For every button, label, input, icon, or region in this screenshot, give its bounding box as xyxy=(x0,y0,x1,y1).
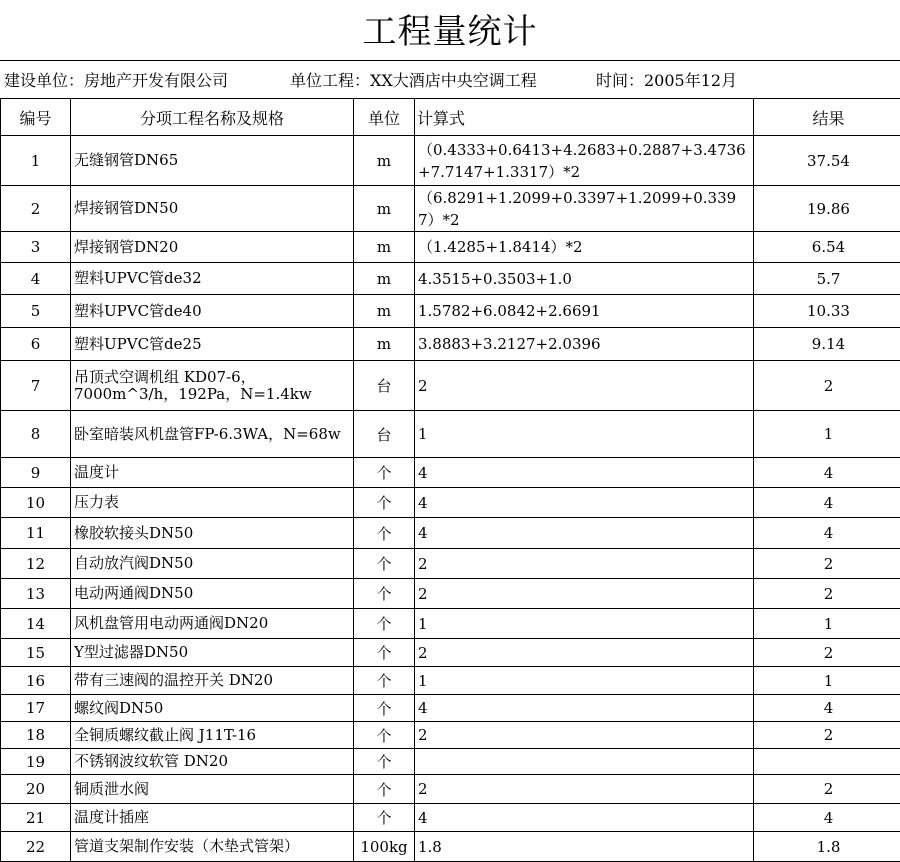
row-formula xyxy=(415,488,754,518)
row-no xyxy=(1,518,71,549)
row-no-text: 7 xyxy=(1,377,70,395)
row-unit-text: 个 xyxy=(354,725,414,746)
row-unit xyxy=(354,549,415,579)
row-unit xyxy=(354,775,415,804)
row-unit xyxy=(354,186,415,232)
row-result-text: 2 xyxy=(754,644,900,662)
table-row xyxy=(1,667,900,695)
row-name-text: 管道支架制作安装（木垫式管架） xyxy=(74,838,353,855)
row-unit-text: 个 xyxy=(354,492,414,513)
row-result-text: 2 xyxy=(754,780,900,798)
row-result xyxy=(754,518,900,549)
row-formula xyxy=(415,832,754,862)
row-result-text: 1 xyxy=(754,615,900,633)
row-result xyxy=(754,488,900,518)
row-formula-text: 2 xyxy=(418,583,753,605)
row-formula-text: 2 xyxy=(418,778,753,800)
row-unit-text: 个 xyxy=(354,670,414,691)
table-row xyxy=(1,136,900,186)
row-unit xyxy=(354,609,415,639)
row-unit xyxy=(354,295,415,328)
row-formula xyxy=(415,361,754,411)
row-result-text: 2 xyxy=(754,555,900,573)
table-row xyxy=(1,232,900,263)
row-name-text: 焊接钢管DN20 xyxy=(74,239,353,256)
row-no xyxy=(1,775,71,804)
row-formula-text: 2 xyxy=(418,553,753,575)
row-unit xyxy=(354,136,415,186)
row-unit-text: m xyxy=(354,152,414,170)
row-unit-text: 个 xyxy=(354,807,414,828)
row-unit xyxy=(354,722,415,749)
table-row xyxy=(1,609,900,639)
row-no-text: 4 xyxy=(1,270,70,288)
row-no xyxy=(1,695,71,722)
table-row xyxy=(1,361,900,411)
row-no-text: 1 xyxy=(1,152,70,170)
row-no xyxy=(1,832,71,862)
table-row xyxy=(1,186,900,232)
table-row xyxy=(1,832,900,862)
row-result xyxy=(754,695,900,722)
row-name xyxy=(71,361,354,411)
row-no-text: 10 xyxy=(1,494,70,512)
table-header-row xyxy=(1,99,900,136)
row-no xyxy=(1,328,71,361)
row-name-text: 铜质泄水阀 xyxy=(74,781,353,798)
row-name-text: Y型过滤器DN50 xyxy=(74,644,353,661)
row-no xyxy=(1,295,71,328)
row-name-text: 不锈钢波纹软管 DN20 xyxy=(74,753,353,770)
row-formula-text: 4 xyxy=(418,492,753,514)
row-unit-text: m xyxy=(354,270,414,288)
row-unit-text: m xyxy=(354,238,414,256)
table-row xyxy=(1,579,900,609)
row-formula-text: 4.3515+0.3503+1.0 xyxy=(418,268,753,290)
table-row xyxy=(1,411,900,458)
row-result xyxy=(754,136,900,186)
row-result xyxy=(754,458,900,488)
row-formula xyxy=(415,518,754,549)
row-result xyxy=(754,775,900,804)
header-result: 结果 xyxy=(754,99,900,136)
row-name xyxy=(71,411,354,458)
row-unit-text: 个 xyxy=(354,751,414,772)
row-result-text: 5.7 xyxy=(754,270,900,288)
row-no-text: 2 xyxy=(1,200,70,218)
row-unit xyxy=(354,411,415,458)
row-result-text: 1 xyxy=(754,425,900,443)
row-formula-text: 4 xyxy=(418,697,753,719)
row-unit xyxy=(354,804,415,832)
row-unit-text: m xyxy=(354,200,414,218)
row-formula xyxy=(415,186,754,232)
row-no-text: 3 xyxy=(1,238,70,256)
row-name xyxy=(71,263,354,295)
row-no-text: 14 xyxy=(1,615,70,633)
row-formula-text: 2 xyxy=(418,375,753,397)
row-unit-text: 100kg xyxy=(354,838,414,856)
header-formula: 计算式 xyxy=(415,99,754,136)
row-name xyxy=(71,518,354,549)
row-result xyxy=(754,579,900,609)
row-unit-text: 个 xyxy=(354,642,414,663)
row-name-text: 塑料UPVC管de40 xyxy=(74,303,353,320)
row-name-text: 温度计 xyxy=(74,464,353,481)
builder-label: 建设单位：房地产开发有限公司 xyxy=(4,61,228,101)
row-name-text: 焊接钢管DN50 xyxy=(74,200,353,217)
row-no xyxy=(1,639,71,667)
row-unit xyxy=(354,832,415,862)
row-unit-text: 台 xyxy=(354,375,414,396)
row-unit xyxy=(354,263,415,295)
table-row xyxy=(1,488,900,518)
row-result-text: 1 xyxy=(754,672,900,690)
row-name-text: 自动放汽阀DN50 xyxy=(74,555,353,572)
row-formula xyxy=(415,232,754,263)
row-unit xyxy=(354,518,415,549)
row-formula-text: 4 xyxy=(418,522,753,544)
row-name xyxy=(71,136,354,186)
row-result-text: 1.8 xyxy=(754,838,900,856)
row-unit-text: 个 xyxy=(354,613,414,634)
row-formula-text: 3.8883+3.2127+2.0396 xyxy=(418,333,753,355)
row-formula-text: 4 xyxy=(418,807,753,829)
row-no xyxy=(1,232,71,263)
row-name-text: 螺纹阀DN50 xyxy=(74,700,353,717)
row-unit xyxy=(354,458,415,488)
row-formula xyxy=(415,295,754,328)
row-result-text: 2 xyxy=(754,726,900,744)
row-formula xyxy=(415,667,754,695)
table-row xyxy=(1,295,900,328)
row-name-text: 塑料UPVC管de25 xyxy=(74,336,353,353)
row-result xyxy=(754,749,900,775)
row-name-text: 橡胶软接头DN50 xyxy=(74,525,353,542)
row-result-text: 4 xyxy=(754,524,900,542)
row-no xyxy=(1,411,71,458)
row-formula-text: 1 xyxy=(418,423,753,445)
row-formula xyxy=(415,775,754,804)
row-formula xyxy=(415,458,754,488)
document-meta xyxy=(0,60,900,98)
row-name xyxy=(71,232,354,263)
row-formula xyxy=(415,609,754,639)
row-result xyxy=(754,609,900,639)
table-row xyxy=(1,458,900,488)
row-no-text: 8 xyxy=(1,425,70,443)
row-name xyxy=(71,328,354,361)
row-result xyxy=(754,411,900,458)
row-result xyxy=(754,295,900,328)
row-unit xyxy=(354,749,415,775)
row-formula xyxy=(415,804,754,832)
row-name xyxy=(71,549,354,579)
row-unit-text: 个 xyxy=(354,462,414,483)
row-formula xyxy=(415,263,754,295)
row-formula xyxy=(415,722,754,749)
row-name-text: 卧室暗装风机盘管FP-6.3WA，N=68w xyxy=(74,426,353,443)
row-unit-text: 个 xyxy=(354,523,414,544)
row-unit xyxy=(354,639,415,667)
row-no xyxy=(1,804,71,832)
row-result-text: 2 xyxy=(754,585,900,603)
project-label: 单位工程：XX大酒店中央空调工程 xyxy=(290,61,537,101)
row-no xyxy=(1,361,71,411)
row-formula-text: （0.4333+0.6413+4.2683+0.2887+3.4736+7.7147+1.3317）*2 xyxy=(418,139,753,183)
row-no-text: 22 xyxy=(1,838,70,856)
row-result xyxy=(754,549,900,579)
table-row xyxy=(1,518,900,549)
row-result xyxy=(754,186,900,232)
row-name xyxy=(71,458,354,488)
row-result-text: 4 xyxy=(754,809,900,827)
row-result xyxy=(754,832,900,862)
table-row xyxy=(1,328,900,361)
row-name xyxy=(71,804,354,832)
row-result xyxy=(754,263,900,295)
row-name-text: 全铜质螺纹截止阀 J11T-16 xyxy=(74,727,353,744)
row-result xyxy=(754,232,900,263)
row-unit xyxy=(354,488,415,518)
row-no-text: 21 xyxy=(1,809,70,827)
row-formula-text: （1.4285+1.8414）*2 xyxy=(418,236,753,258)
page-title: 工程量统计 xyxy=(0,0,900,60)
row-no-text: 13 xyxy=(1,585,70,603)
row-unit-text: 个 xyxy=(354,779,414,800)
row-formula xyxy=(415,328,754,361)
row-no xyxy=(1,609,71,639)
row-no-text: 16 xyxy=(1,672,70,690)
row-formula xyxy=(415,549,754,579)
row-name xyxy=(71,722,354,749)
row-unit-text: 台 xyxy=(354,424,414,445)
row-formula xyxy=(415,639,754,667)
row-no-text: 11 xyxy=(1,524,70,542)
row-unit xyxy=(354,361,415,411)
row-result-text: 2 xyxy=(754,377,900,395)
row-name-text: 电动两通阀DN50 xyxy=(74,585,353,602)
table-row xyxy=(1,722,900,749)
row-name xyxy=(71,749,354,775)
table-row xyxy=(1,775,900,804)
row-name xyxy=(71,488,354,518)
row-result-text: 6.54 xyxy=(754,238,900,256)
row-no-text: 12 xyxy=(1,555,70,573)
row-name-text: 塑料UPVC管de32 xyxy=(74,270,353,287)
row-no-text: 5 xyxy=(1,302,70,320)
row-name xyxy=(71,579,354,609)
row-name xyxy=(71,609,354,639)
row-result xyxy=(754,328,900,361)
table-row xyxy=(1,695,900,722)
table-row xyxy=(1,263,900,295)
row-name-text: 吊顶式空调机组 KD07-6，7000m^3/h，192Pa，N=1.4kw xyxy=(74,369,353,403)
header-no: 编号 xyxy=(1,99,71,136)
row-result-text: 37.54 xyxy=(754,152,900,170)
row-formula-text: 1 xyxy=(418,670,753,692)
row-no xyxy=(1,667,71,695)
row-unit xyxy=(354,667,415,695)
row-no xyxy=(1,549,71,579)
row-result xyxy=(754,667,900,695)
row-unit-text: m xyxy=(354,302,414,320)
row-no-text: 6 xyxy=(1,335,70,353)
row-formula-text: 1.5782+6.0842+2.6691 xyxy=(418,300,753,322)
row-no xyxy=(1,186,71,232)
row-result xyxy=(754,722,900,749)
row-formula-text: 1.8 xyxy=(418,836,753,858)
time-label: 时间：2005年12月 xyxy=(596,61,737,101)
row-unit xyxy=(354,232,415,263)
row-no xyxy=(1,749,71,775)
row-formula xyxy=(415,695,754,722)
row-result-text: 10.33 xyxy=(754,302,900,320)
row-name-text: 无缝钢管DN65 xyxy=(74,152,353,169)
row-unit xyxy=(354,328,415,361)
row-name xyxy=(71,695,354,722)
row-unit-text: 个 xyxy=(354,698,414,719)
row-no xyxy=(1,579,71,609)
row-no-text: 20 xyxy=(1,780,70,798)
row-name-text: 带有三速阀的温控开关 DN20 xyxy=(74,672,353,689)
row-result xyxy=(754,639,900,667)
row-name xyxy=(71,295,354,328)
row-result-text: 4 xyxy=(754,699,900,717)
row-no-text: 19 xyxy=(1,753,70,771)
row-name xyxy=(71,186,354,232)
row-formula-text: 1 xyxy=(418,613,753,635)
row-unit-text: 个 xyxy=(354,583,414,604)
row-name xyxy=(71,667,354,695)
table-row xyxy=(1,549,900,579)
row-no xyxy=(1,458,71,488)
row-result-text: 19.86 xyxy=(754,200,900,218)
row-unit xyxy=(354,695,415,722)
row-name xyxy=(71,639,354,667)
row-formula-text: 4 xyxy=(418,462,753,484)
table-row xyxy=(1,749,900,775)
row-formula-text: （6.8291+1.2099+0.3397+1.2099+0.3397）*2 xyxy=(418,187,753,231)
row-name xyxy=(71,775,354,804)
row-no xyxy=(1,722,71,749)
row-no xyxy=(1,488,71,518)
table-row xyxy=(1,639,900,667)
row-name-text: 压力表 xyxy=(74,494,353,511)
row-result-text: 4 xyxy=(754,494,900,512)
row-no xyxy=(1,263,71,295)
row-no-text: 18 xyxy=(1,726,70,744)
row-formula xyxy=(415,136,754,186)
row-no-text: 17 xyxy=(1,699,70,717)
row-no-text: 15 xyxy=(1,644,70,662)
row-formula xyxy=(415,579,754,609)
row-result xyxy=(754,804,900,832)
row-name-text: 温度计插座 xyxy=(74,809,353,826)
row-result xyxy=(754,361,900,411)
row-unit-text: 个 xyxy=(354,553,414,574)
row-no xyxy=(1,136,71,186)
header-name: 分项工程名称及规格 xyxy=(71,99,354,136)
table-row xyxy=(1,804,900,832)
row-result-text: 4 xyxy=(754,464,900,482)
row-no-text: 9 xyxy=(1,464,70,482)
row-formula xyxy=(415,411,754,458)
row-name xyxy=(71,832,354,862)
row-result-text: 9.14 xyxy=(754,335,900,353)
header-unit: 单位 xyxy=(354,99,415,136)
row-formula-text: 2 xyxy=(418,642,753,664)
row-name-text: 风机盘管用电动两通阀DN20 xyxy=(74,615,353,632)
row-unit xyxy=(354,579,415,609)
row-formula-text: 2 xyxy=(418,724,753,746)
row-unit-text: m xyxy=(354,335,414,353)
quantity-table xyxy=(0,98,900,862)
row-formula xyxy=(415,749,754,775)
